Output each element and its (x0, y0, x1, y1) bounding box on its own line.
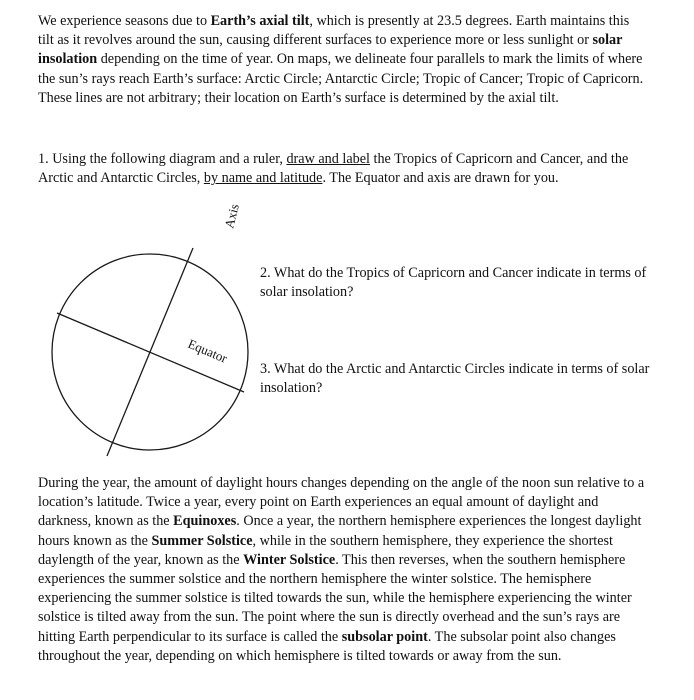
question-1-text-2: the Tropics of Capricorn and Cancer, and the Arctic and Antarctic Circles, (38, 151, 629, 187)
axial-tilt-term: Earth’s axial tilt (210, 13, 310, 29)
draw-and-label-underlined: draw and label (286, 151, 370, 167)
outro-text-5: . The subsolar point also changes throughout the year, depending on which hemisphere is tilted towards or away from the sun. (38, 628, 616, 664)
question-2: 2. What do the Tropics of Capricorn and Cancer indicate in terms of solar insolation? (260, 265, 647, 301)
outro-text-4: . This then reverses, when the southern hemisphere experiences the summer solstice and the northern hemisphere the winter solstice. The hemisphere experiencing the summer solstice is tilted towards the sun, while the hemisphere experiencing the winter solstice is tilted away from the sun. The point where the sun is directly overhead and the sun’s rays are hitting Earth perpendicular to its surface is called the (38, 551, 632, 645)
outro-text-1: During the year, the amount of daylight hours changes depending on the angle of the noon sun relative to a location’s latitude. Twice a year, every point on Earth experiences an equal amount of daylight and darkness, known as the (38, 475, 645, 530)
intro-text-1: We experience seasons due to (38, 13, 211, 29)
equator-label: Equator (185, 335, 230, 366)
subsolar-point-term: subsolar point (341, 628, 428, 645)
equinoxes-term: Equinoxes (173, 513, 237, 530)
outro-text-2: . Once a year, the northern hemisphere experiences the longest daylight hours known as the (38, 513, 642, 549)
summer-solstice-term: Summer Solstice (151, 532, 253, 549)
by-name-and-latitude-underlined: by name and latitude (203, 170, 323, 187)
solar-insolation-term: solar insolation (38, 32, 623, 68)
outro-text-3: , while in the southern hemisphere, they experience the shortest daylength of the year, known as the (38, 532, 614, 568)
intro-text-3: depending on the time of year. On maps, we delineate four parallels to mark the limits of where the sun’s rays reach Earth’s surface: Arctic Circle; Antarctic Circle; Tropic of Cancer; Tropic of Capricorn. These lines are not arbitrary; their location on Earth’s surface is determined by the axial tilt. (38, 51, 644, 106)
outro-paragraph (38, 474, 648, 666)
winter-solstice-term: Winter Solstice (243, 551, 336, 568)
question-3: 3. What do the Arctic and Antarctic Circles indicate in terms of solar insolation? (260, 361, 650, 397)
question-1-text-3: . The Equator and axis are drawn for you. (322, 170, 559, 187)
axis-label: Axis (221, 202, 242, 230)
question-1-text-1: 1. Using the following diagram and a ruler, (38, 151, 287, 167)
intro-text-2: , which is presently at 23.5 degrees. Earth maintains this tilt as it revolves around the sun, causing different surfaces to experience more or less sunlight or (38, 13, 630, 49)
